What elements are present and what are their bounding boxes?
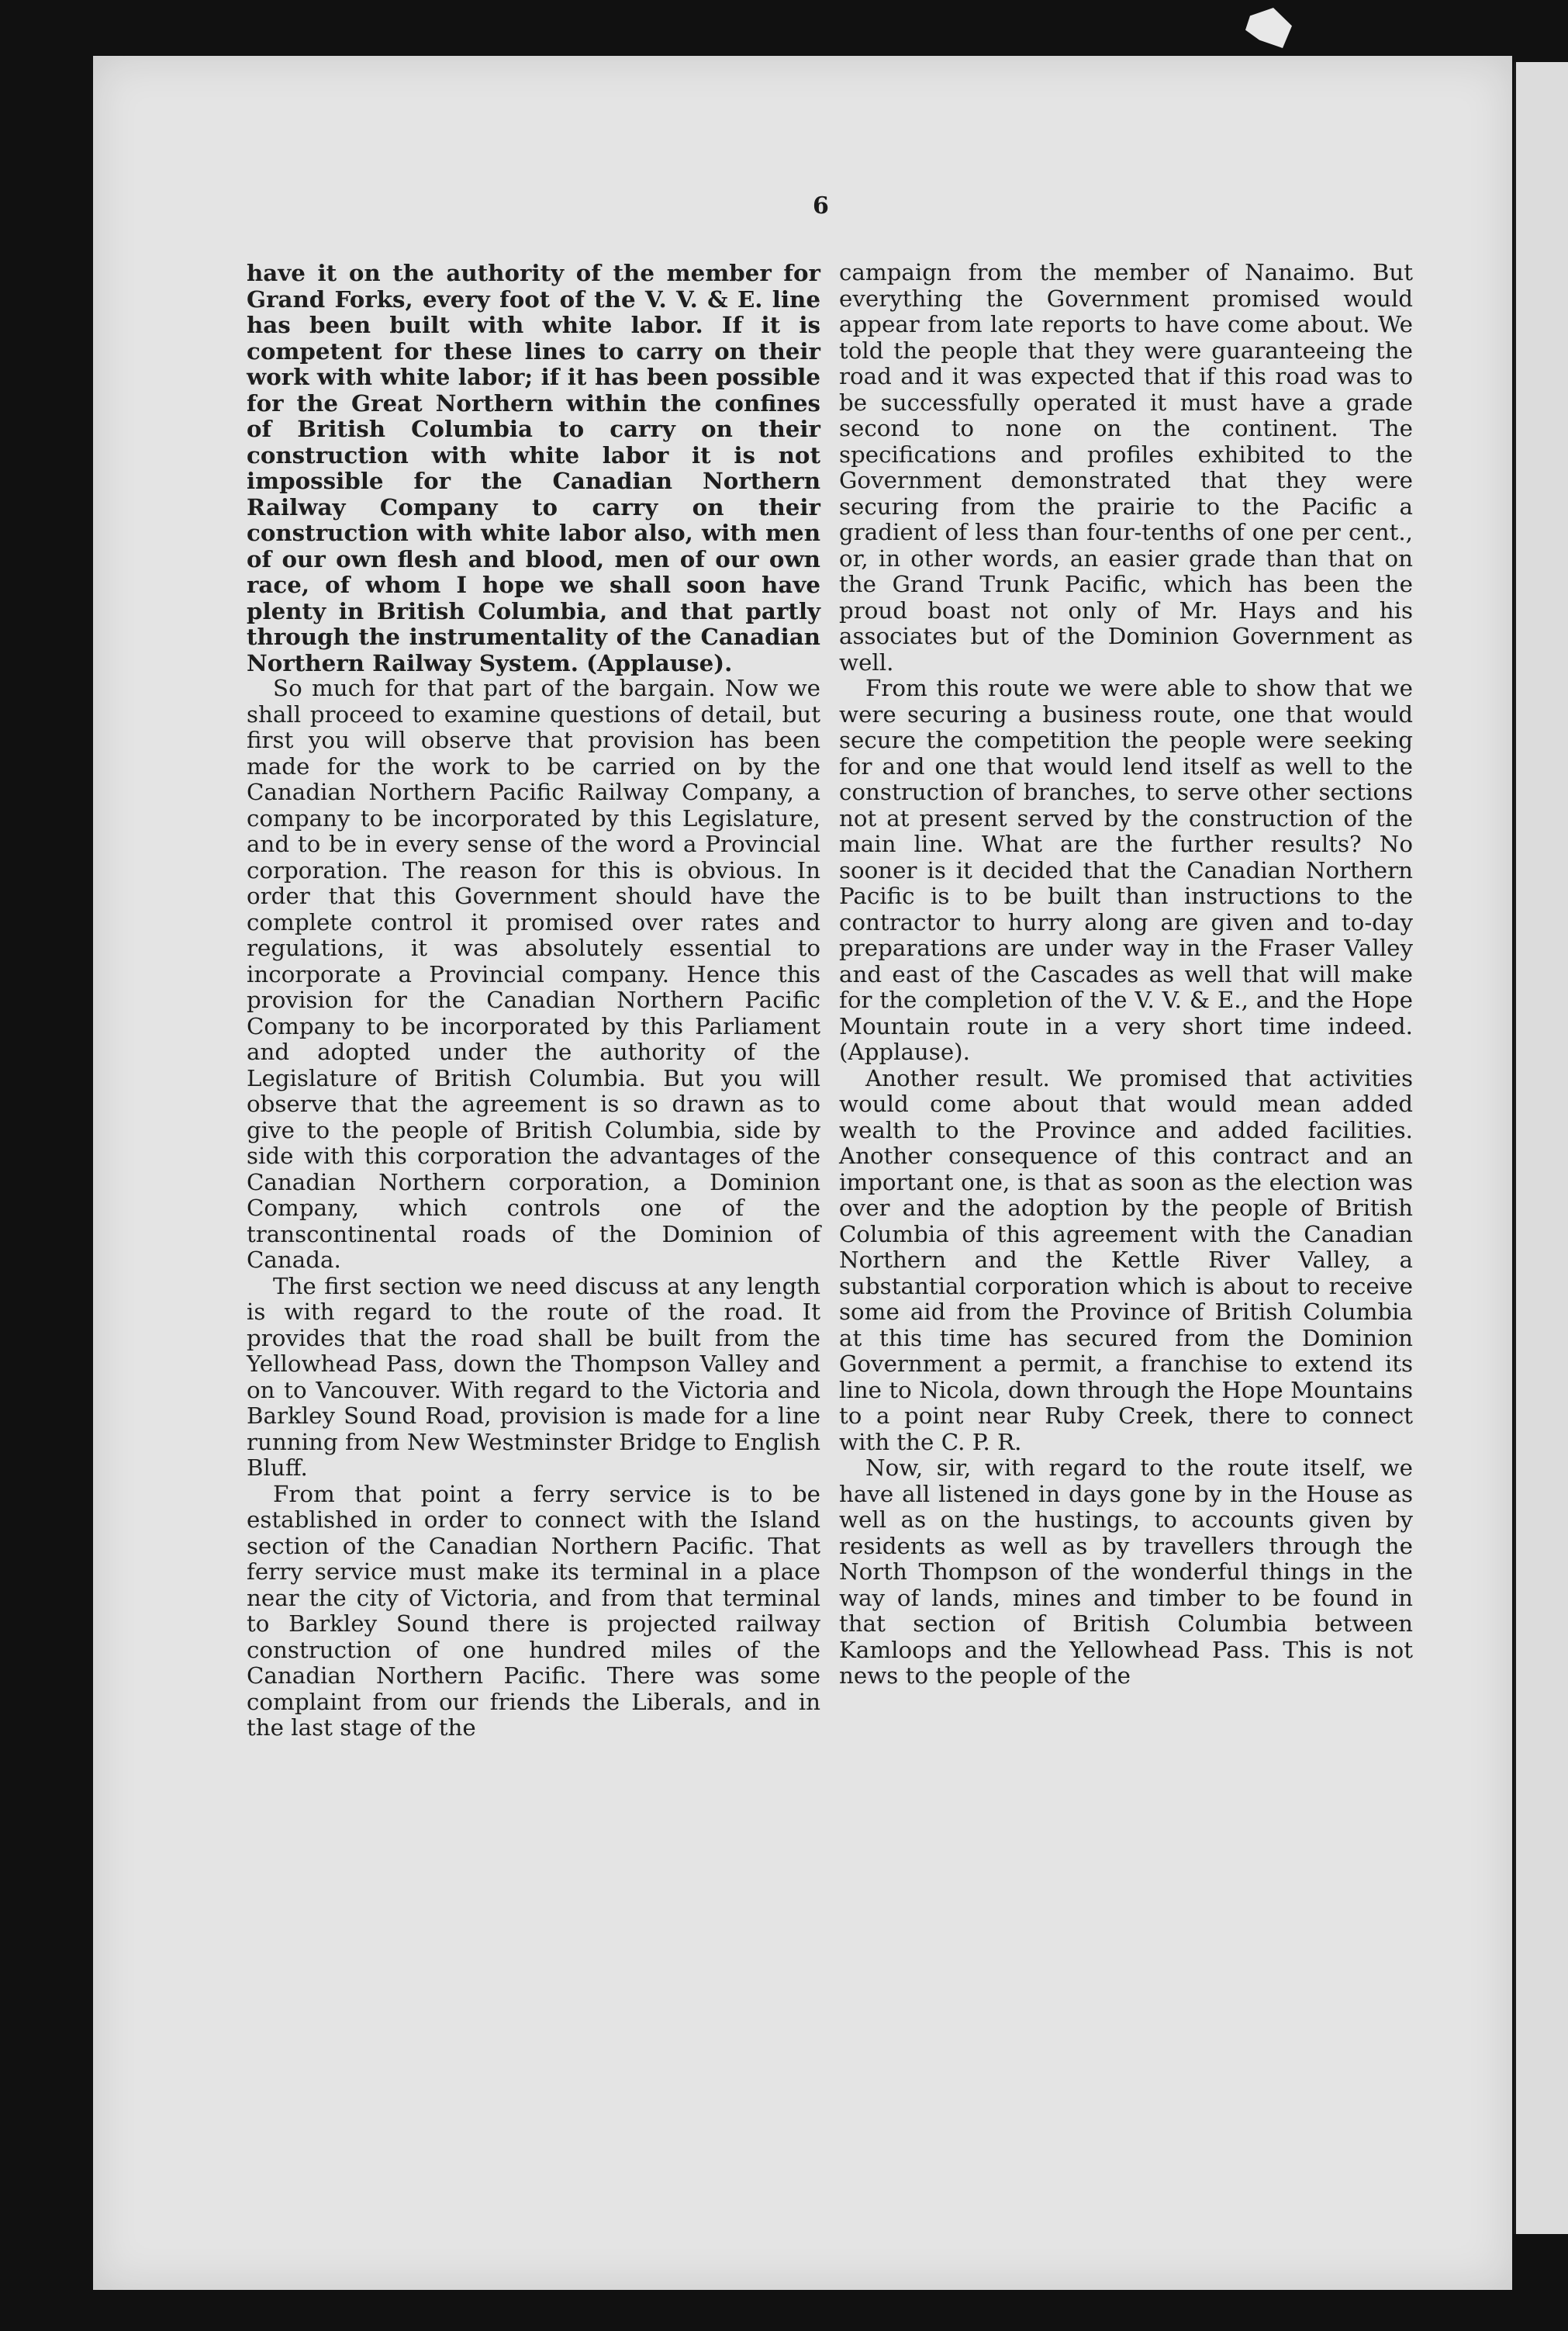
paper-fragment xyxy=(1245,8,1292,48)
paragraph: From that point a ferry service is to be established in order to connect with the Island section of the Canadian Northern Pacific. That ferry service must make its terminal in a place near the city of Victoria, and from that terminal to Barkley Sound there is projected railway construction of one hundred miles of the Canadian Northern Pacific. There was some complaint from our friends the Liberals, and in the last stage of the xyxy=(247,1480,820,1741)
right-text-column xyxy=(839,260,1413,1689)
page-number: 6 xyxy=(813,192,829,220)
paragraph: So much for that part of the bargain. Now we shall proceed to examine questions of detail, but first you will observe that provision has been made for the work to be carried on by the Canadian Northern Pacific Railway Company, a company to be incorporated by this Legislature, and to be in every sense of the word a Provincial corporation. The reason for this is obvious. In order that this Government should have the complete control it promised over rates and regulations, it was absolutely essential to incorporate a Provincial company. Hence this provision for the Canadian Northern Pacific Company to be incorporated by this Parliament and adopted under the authority of the Legislature of British Columbia. But you will observe that the agreement is so drawn as to give to the people of British Columbia, side by side with this corporation the advantages of the Canadian Northern corporation, a Dominion Company, which controls one of the transcontinental roads of the Dominion of Canada. xyxy=(247,675,820,1273)
left-text-column xyxy=(247,260,820,1741)
paragraph: The first section we need discuss at any length is with regard to the route of the road. It provides that the road shall be built from the Yellowhead Pass, down the Thompson Valley and on to Vancouver. With regard to the Victoria and Barkley Sound Road, provision is made for a line running from New Westminster Bridge to English Bluff. xyxy=(247,1272,820,1481)
adjacent-page-edge xyxy=(1516,62,1568,2234)
paragraph: Another result. We promised that activities would come about that would mean added wealth to the Province and added facilities. Another consequence of this contract and an important one, is that as soon as the election was over and the adoption by the people of British Columbia of this agreement with the Canadian Northern and the Kettle River Valley, a substantial corporation which is about to receive some aid from the Province of British Columbia at this time has secured from the Dominion Government a permit, a franchise to extend its line to Nicola, down through the Hope Mountains to a point near Ruby Creek, there to connect with the C. P. R. xyxy=(839,1064,1413,1455)
paragraph: From this route we were able to show that we were securing a business route, one that would secure the competition the people were seeking for and one that would lend itself as well to the construction of branches, to serve other sections not at present served by the construction of the main line. What are the further results? No sooner is it decided that the Canadian Northern Pacific is to be built than instructions to the contractor to hurry along are given and to-day preparations are under way in the Fraser Valley and east of the Cascades as well that will make for the completion of the V. V. & E., and the Hope Mountain route in a very short time indeed. (Applause). xyxy=(839,675,1413,1065)
paragraph: campaign from the member of Nanaimo. But everything the Government promised would appear from late reports to have come about. We told the people that they were guaranteeing the road and it was expected that if this road was to be successfully operated it must have a grade second to none on the continent. The specifications and profiles exhibited to the Government demonstrated that they were securing from the prairie to the Pacific a gradient of less than four-tenths of one per cent., or, in other words, an easier grade than that on the Grand Trunk Pacific, which has been the proud boast not only of Mr. Hays and his associates but of the Dominion Government as well. xyxy=(839,259,1413,676)
paragraph: Now, sir, with regard to the route itself, we have all listened in days gone by in the House as well as on the hustings, to accounts given by residents as well as by travellers through the North Thompson of the wonderful things in the way of lands, mines and timber to be found in that section of British Columbia between Kamloops and the Yellowhead Pass. This is not news to the people of the xyxy=(839,1454,1413,1689)
paragraph: have it on the authority of the member for Grand Forks, every foot of the V. V. & E. line has been built with white labor. If it is competent for these lines to carry on their work with white labor; if it has been possible for the Great Northern within the confines of British Columbia to carry on their construction with white labor it is not impossible for the Canadian Northern Railway Company to carry on their construction with white labor also, with men of our own flesh and blood, men of our own race, of whom I hope we shall soon have plenty in British Columbia, and that partly through the instrumentality of the Canadian Northern Railway System. (Applause). xyxy=(247,259,820,676)
